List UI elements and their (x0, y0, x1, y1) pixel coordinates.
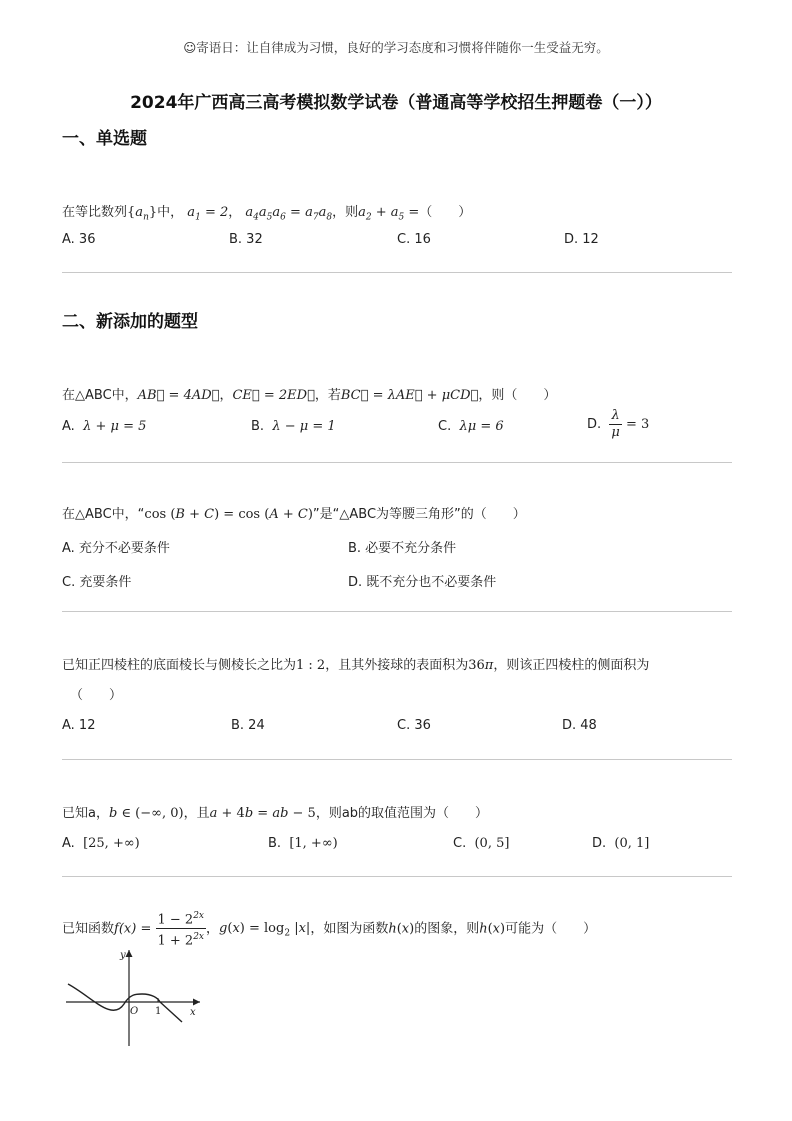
q4-math-ratio: 1 : 2 (296, 658, 326, 673)
divider (62, 272, 732, 273)
question-4-stem (62, 654, 649, 673)
divider (62, 759, 732, 760)
q4-math-area: 36π (468, 658, 494, 673)
q6-math-h2: h(x) (479, 921, 506, 937)
q6-math-f: f(x) = (114, 921, 152, 937)
divider (62, 462, 732, 463)
motto-line: ☺寄语日：让自律成为习惯，良好的学习态度和习惯将伴随你一生受益无穷。 (183, 40, 609, 55)
q6-text-c: ，如图为函数 (310, 921, 389, 937)
q2-frac: $\frac{\lambda}{\mu}$ (611, 408, 620, 440)
question-3-stem: 在△ABC中，“cos (B + C) = cos (A + C)”是“△ABC为等腰三角形”的（ ） (62, 507, 526, 522)
paper-title: 2024年广西高三高考模拟数学试卷（普通高等学校招生押题卷（一）） (130, 93, 662, 113)
q1-text-b: 中， (157, 205, 184, 220)
q4-text-a: 已知正四棱柱的底面棱长与侧棱长之比为 (62, 658, 297, 673)
q5-option-a-label: A. (62, 836, 75, 851)
q2-option-a[interactable]: A. λ + μ = 5 (62, 419, 147, 434)
q5-option-d-label: D. (592, 836, 607, 851)
question-1-stem: 在等比数列$\{a_n\}$中， $a_1 = 2$， $a_4a_5a_6 = a_7a_8$，则$a_2 + a_5$ =（ ） (62, 205, 472, 223)
q1-text-a: 在等比数列 (62, 205, 128, 220)
q1-math-a1: $a_1 = 2$ (187, 205, 229, 223)
q6-text-d: 的图象，则 (414, 921, 480, 937)
q6-text-a: 已知函数 (62, 921, 115, 937)
function-graph (62, 942, 212, 1052)
origin-label: O (130, 1006, 139, 1017)
curve (68, 984, 182, 1022)
q4-option-a[interactable]: A. 12 (62, 718, 96, 733)
q3-text-b: 是“△ABC为等腰三角形”的（ ） (319, 507, 526, 522)
q2-option-a-label: A. (62, 419, 75, 434)
y-axis-label: y (120, 950, 126, 961)
q4-text-b: ，且其外接球的表面积为 (325, 658, 469, 673)
q6-math-h1: h(x) (388, 921, 415, 937)
q1-option-a[interactable]: A. 36 (62, 232, 96, 247)
question-5-stem (62, 802, 488, 821)
q2-option-d-label: D. (587, 417, 602, 432)
section-heading-single-choice: 一、单选题 (62, 129, 147, 149)
q4-option-c[interactable]: C. 36 (397, 718, 431, 733)
q6-math-g: $g(x) = \log_2 |x|$ (219, 921, 311, 939)
q1-option-d[interactable]: D. 12 (564, 232, 599, 247)
q4-option-b[interactable]: B. 24 (231, 718, 265, 733)
q5-math-domain: b ∈ (−∞, 0) (108, 806, 184, 821)
q2-text-c: ，则（ ） (478, 388, 557, 403)
q5-option-c[interactable]: C. (0, 5] (453, 836, 510, 851)
q1-math-eq: $a_4a_5a_6 = a_7a_8$ (245, 205, 333, 223)
q2-option-c[interactable]: C. λμ = 6 (438, 419, 504, 434)
q6-text-b: ， (206, 921, 220, 937)
q5-text-b: ，且 (183, 806, 210, 821)
q3-text-a: 在△ABC中， (62, 507, 138, 522)
divider (62, 611, 732, 612)
section-heading-new-types: 二、新添加的题型 (62, 312, 198, 332)
tick-label-1: 1 (155, 1006, 162, 1017)
q1-option-c[interactable]: C. 16 (397, 232, 431, 247)
q6-frac: $\frac{1 - 2^{2x}}{1 + 2^{2x}}$ (156, 908, 207, 950)
q3-math-cos: cos (B + C) = cos (A + C) (144, 507, 313, 522)
q3-option-a[interactable]: A. 充分不必要条件 (62, 541, 170, 556)
q5-option-b[interactable]: B. [1, +∞) (268, 836, 338, 851)
q2-option-b[interactable]: B. λ − μ = 1 (251, 419, 336, 434)
q5-option-b-label: B. (268, 836, 282, 851)
q2-option-b-label: B. (251, 419, 265, 434)
q3-option-b[interactable]: B. 必要不充分条件 (348, 541, 457, 556)
q2-text-a: 在△ABC中， (62, 388, 138, 403)
q2-text-b: ，若 (314, 388, 341, 403)
q1-math-sum: $a_2 + a_5$ = (358, 205, 420, 223)
q1-math-seq: $\{a_n\}$ (127, 205, 158, 223)
q6-text-e: 可能为（ ） (505, 921, 597, 937)
q1-option-b[interactable]: B. 32 (229, 232, 263, 247)
q1-text-c: ，则 (332, 205, 359, 220)
question-2-stem: 在△ABC中，AB⃗ = 4AD⃗，CE⃗ = 2ED⃗，若BC⃗ = λAE⃗ + μCD⃗，则（ ） (62, 388, 557, 403)
q5-option-c-label: C. (453, 836, 467, 851)
q3-option-d[interactable]: D. 既不充分也不必要条件 (348, 575, 497, 590)
q3-option-c[interactable]: C. 充要条件 (62, 575, 132, 590)
q5-text-c: ，则ab的取值范围为（ ） (315, 806, 489, 821)
q2-option-d[interactable]: D. $\frac{\lambda}{\mu}$ = 3 (587, 408, 650, 440)
divider (62, 876, 732, 877)
q2-option-c-label: C. (438, 419, 452, 434)
q5-option-a[interactable]: A. [25, +∞) (62, 836, 140, 851)
q5-text-a: 已知a， (62, 806, 109, 821)
q5-option-d[interactable]: D. (0, 1] (592, 836, 650, 851)
q2-math-ab: AB⃗ = 4AD⃗ (137, 388, 220, 403)
x-axis-label: x (190, 1007, 196, 1018)
q4-text-c: ，则该正四棱柱的侧面积为 (493, 658, 650, 673)
q4-paren: （ ） (70, 688, 123, 703)
q5-math-eq: a + 4b = ab − 5 (209, 806, 316, 821)
q1-text-d: （ ） (419, 205, 472, 220)
q2-math-ce: CE⃗ = 2ED⃗ (232, 388, 315, 403)
q4-option-d[interactable]: D. 48 (562, 718, 597, 733)
q2-math-bc: BC⃗ = λAE⃗ + μCD⃗ (340, 388, 479, 403)
